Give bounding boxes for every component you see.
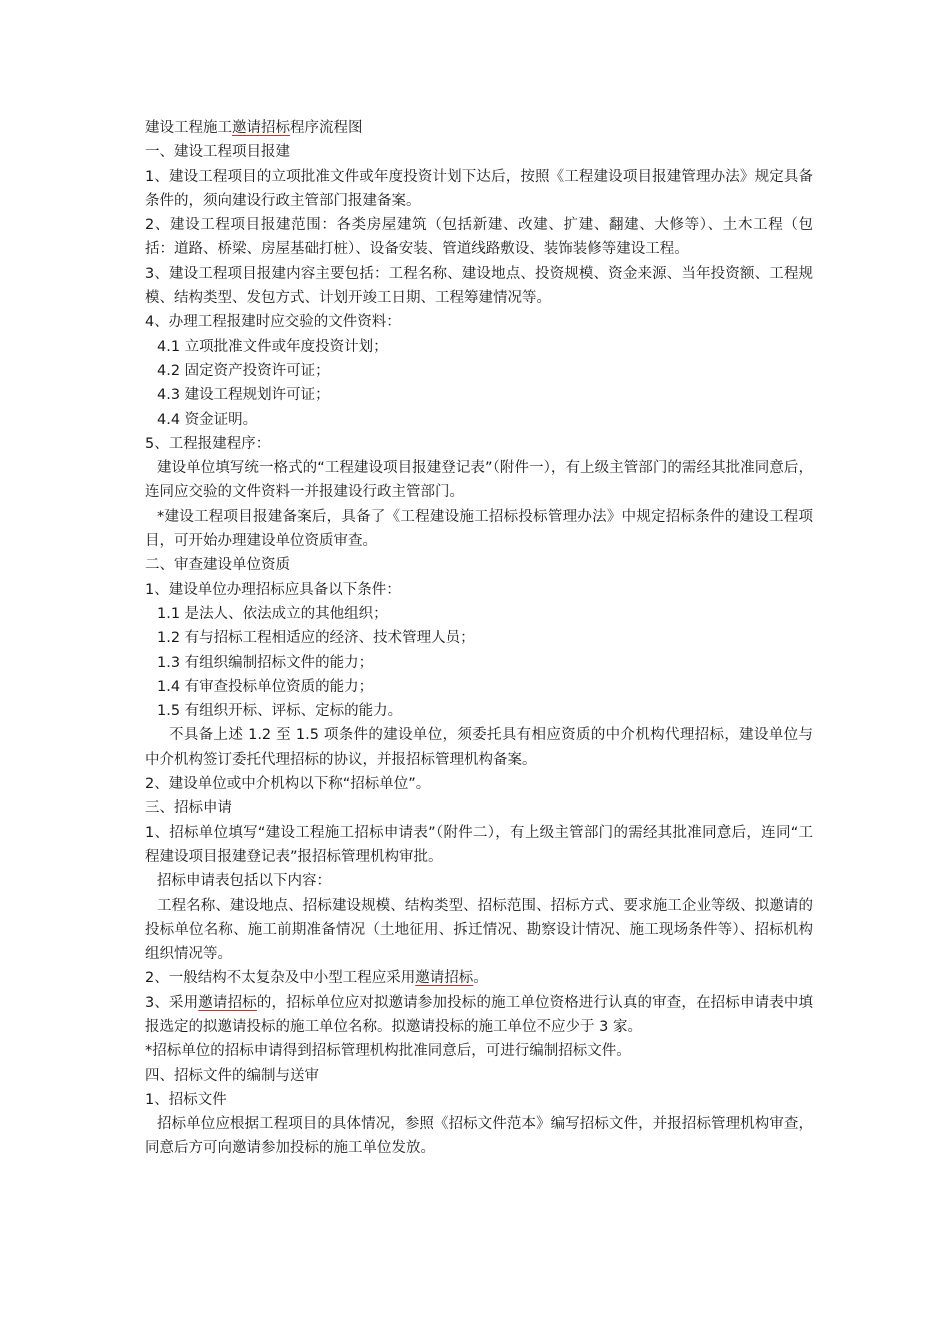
paragraph: 1、招标单位填写“建设工程施工招标申请表”（附件二），有上级主管部门的需经其批准同意后，连同“工程建设项目报建登记表”报招标管理机构审批。 <box>145 824 813 865</box>
document-title: 建设工程施工邀请招标程序流程图 <box>145 120 363 136</box>
paragraph: 1、招标文件 <box>145 1091 227 1108</box>
paragraph: 3、采用邀请招标的，招标单位应对拟邀请参加投标的施工单位资格进行认真的审查，在招标申请表中填报选定的拟邀请投标的施工单位名称。拟邀请投标的施工单位不应少于 3 家。 <box>145 994 814 1035</box>
list-item: 1.4 有审查投标单位资质的能力； <box>157 678 374 695</box>
section-heading-1: 一、建设工程项目报建 <box>145 144 290 161</box>
list-item: 1.5 有组织开标、评标、定标的能力。 <box>157 703 403 720</box>
paragraph: 2、建设单位或中介机构以下称“招标单位”。 <box>145 776 431 793</box>
paragraph: 招标单位应根据工程项目的具体情况，参照《招标文件范本》编写招标文件，并报招标管理机构审查，同意后方可向邀请参加投标的施工单位发放。 <box>145 1116 813 1157</box>
paragraph: 2、建设工程项目报建范围：各类房屋建筑（包括新建、改建、扩建、翻建、大修等）、土木工程（包括：道路、桥梁、房屋基础打桩）、设备安装、管道线路敷设、装饰装修等建设工程。 <box>145 217 813 258</box>
note: *建设工程项目报建备案后，具备了《工程建设施工招标投标管理办法》中规定招标条件的建设工程项目，可开始办理建设单位资质审查。 <box>145 508 813 550</box>
paragraph: 建设单位填写统一格式的“工程建设项目报建登记表”（附件一），有上级主管部门的需经其批准同意后，连同应交验的文件资料一并报建设行政主管部门。 <box>145 460 813 501</box>
document-body <box>145 116 813 1161</box>
section-heading-2: 二、审查建设单位资质 <box>145 557 290 574</box>
list-item: 4.3 建设工程规划许可证； <box>157 387 330 404</box>
paragraph: 4、办理工程报建时应交验的文件资料： <box>145 314 401 331</box>
paragraph: 1、建设工程项目的立项批准文件或年度投资计划下达后，按照《工程建设项目报建管理办法》规定具备条件的，须向建设行政主管部门报建备案。 <box>145 168 813 209</box>
underlined-term: 邀请招标 <box>198 994 257 1011</box>
paragraph: 工程名称、建设地点、招标建设规模、结构类型、招标范围、招标方式、要求施工企业等级、拟邀请的投标单位名称、施工前期准备情况（土地征用、拆迁情况、勘察设计情况、施工现场条件等）、招标机构组织情况等。 <box>145 897 813 963</box>
paragraph: 招标申请表包括以下内容： <box>157 873 331 890</box>
list-item: 1.2 有与招标工程相适应的经济、技术管理人员； <box>157 630 475 647</box>
underlined-term: 邀请招标 <box>415 970 474 987</box>
note: *招标单位的招标申请得到招标管理机构批准同意后，可进行编制招标文件。 <box>145 1043 631 1060</box>
section-heading-4: 四、招标文件的编制与送审 <box>145 1067 319 1084</box>
underlined-term: 邀请招标 <box>232 120 290 136</box>
section-heading-3: 三、招标申请 <box>145 800 232 817</box>
list-item: 4.1 立项批准文件或年度投资计划； <box>157 338 388 355</box>
paragraph: 1、建设单位办理招标应具备以下条件： <box>145 581 401 598</box>
paragraph: 不具备上述 1.2 至 1.5 项条件的建设单位，须委托具有相应资质的中介机构代理招标，建设单位与中介机构签订委托代理招标的协议，并报招标管理机构备案。 <box>145 727 813 768</box>
list-item: 1.3 有组织编制招标文件的能力； <box>157 654 374 671</box>
paragraph: 2、一般结构不太复杂及中小型工程应采用邀请招标。 <box>145 970 488 987</box>
paragraph: 5、工程报建程序： <box>145 435 271 452</box>
paragraph: 3、建设工程项目报建内容主要包括：工程名称、建设地点、投资规模、资金来源、当年投资额、工程规模、结构类型、发包方式、计划开竣工日期、工程筹建情况等。 <box>145 265 813 307</box>
list-item: 1.1 是法人、依法成立的其他组织； <box>157 605 388 622</box>
list-item: 4.4 资金证明。 <box>157 411 258 428</box>
list-item: 4.2 固定资产投资许可证； <box>157 362 330 379</box>
